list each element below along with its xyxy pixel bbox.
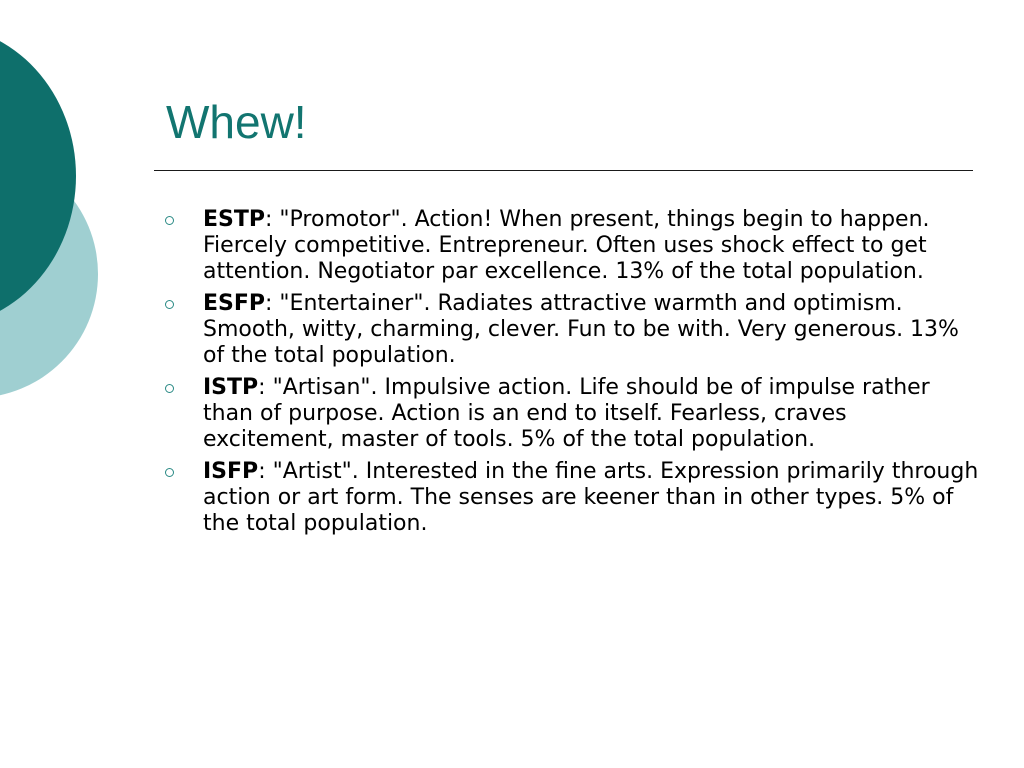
personality-type-description: : "Entertainer". Radiates attractive warmth and optimism. Smooth, witty, charming, clever. Fun to be with. Very generous. 13% of the total population.: [203, 291, 959, 368]
personality-type-code: ISTP: [203, 375, 259, 400]
personality-type-code: ISFP: [203, 459, 259, 484]
hollow-circle-bullet-icon: [165, 300, 174, 309]
bullet-item-isfp: [165, 459, 980, 537]
bullet-item-esfp: [165, 291, 980, 369]
bullet-list: [165, 207, 980, 543]
bullet-item-istp: [165, 375, 980, 453]
hollow-circle-bullet-icon: [165, 468, 174, 477]
bullet-item-estp: [165, 207, 980, 285]
hollow-circle-bullet-icon: [165, 384, 174, 393]
personality-type-code: ESFP: [203, 291, 266, 316]
slide-title: Whew!: [166, 96, 307, 148]
personality-type-description: : "Artisan". Impulsive action. Life should be of impulse rather than of purpose. Action is an end to itself. Fearless, craves excitement, master of tools. 5% of the total population.: [203, 375, 930, 452]
personality-type-code: ESTP: [203, 207, 266, 232]
title-divider: [154, 170, 973, 171]
personality-type-description: : "Artist". Interested in the fine arts. Expression primarily through action or art form. The senses are keener than in other types. 5% of the total population.: [203, 459, 979, 536]
personality-type-description: : "Promotor". Action! When present, things begin to happen. Fiercely competitive. Entrepreneur. Often uses shock effect to get attention. Negotiator par excellence. 13% of the total population.: [203, 207, 930, 284]
hollow-circle-bullet-icon: [165, 216, 174, 225]
